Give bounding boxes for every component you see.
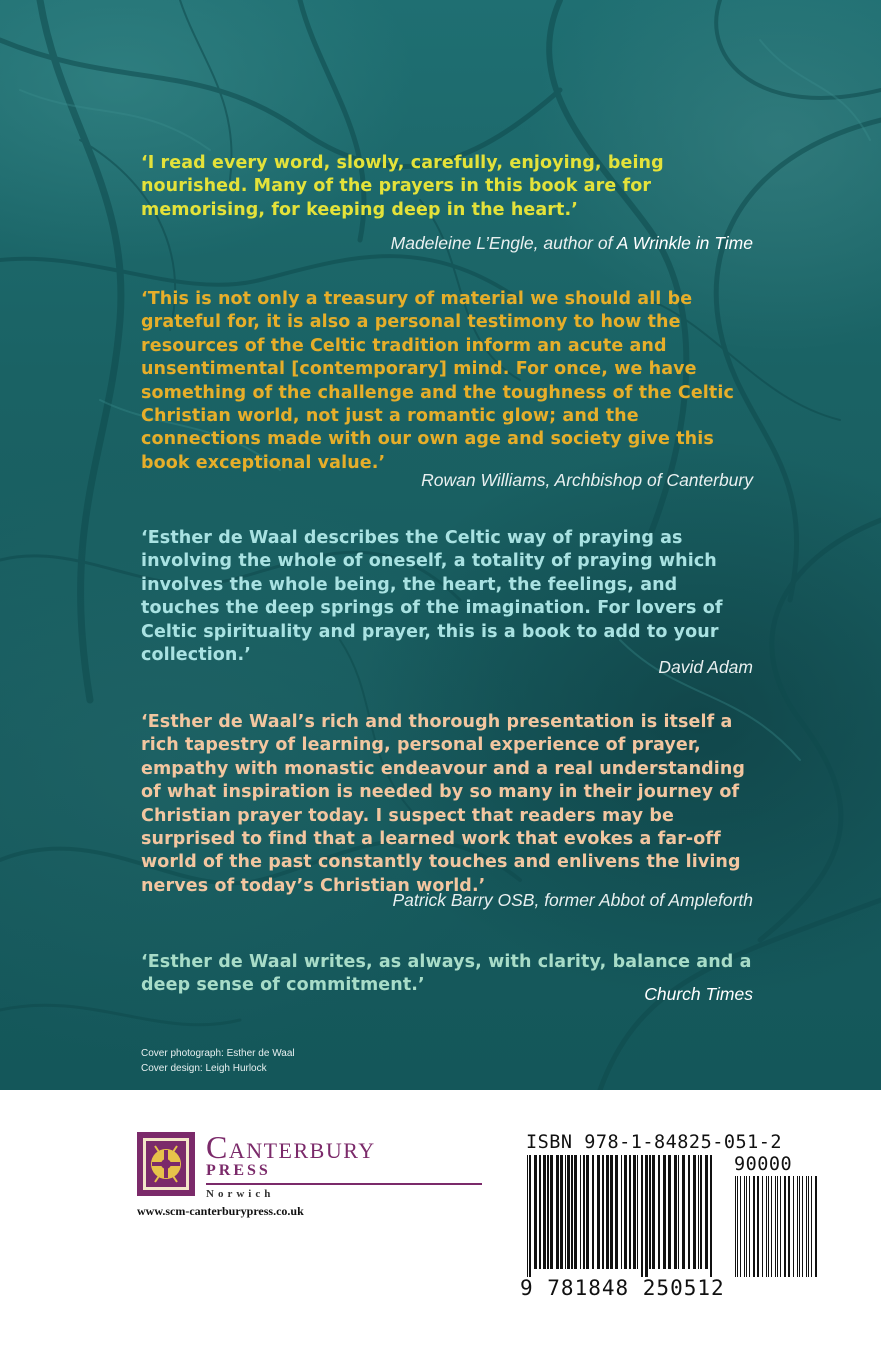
barcode-bar (543, 1155, 546, 1269)
endorsement-attribution: Church Times (644, 984, 753, 1004)
barcode-bar (766, 1176, 767, 1277)
barcode-bar (606, 1155, 609, 1269)
publisher-name: Canterbury (206, 1129, 376, 1165)
barcode-bar (583, 1155, 585, 1269)
barcode-bar (737, 1176, 738, 1277)
barcode-bar (574, 1155, 577, 1269)
publisher-website: www.scm-canterburypress.co.uk (137, 1204, 304, 1218)
barcode-bar (815, 1176, 817, 1277)
endorsement-attribution: Rowan Williams, Archbishop of Canterbury (421, 470, 753, 490)
endorsement-quote: ‘This is not only a treasury of material we should all be grateful for, it is also a personal testimony to how the resources of the Celtic tradition inform an acute and unsentimental [contemporary] mind. For once, we have something of the challenge and the toughness of the Celtic Christian world, not just a romantic glow; and the connections made with our own age and society give this book exceptional value.’ (141, 289, 734, 473)
barcode-bar (749, 1176, 750, 1277)
barcode-bar (780, 1176, 781, 1277)
barcode-bar (529, 1155, 531, 1277)
barcode-bar (771, 1176, 772, 1277)
barcode-bar (688, 1155, 690, 1269)
barcode-bar (586, 1155, 589, 1269)
barcode-bar (698, 1155, 699, 1269)
barcode-bar (580, 1155, 581, 1269)
barcode-bar (775, 1176, 776, 1277)
publisher-subtitle: PRESS (206, 1162, 271, 1179)
endorsement-quote: ‘I read every word, slowly, carefully, enjoying, being nourished. Many of the prayers in this book are for memorising, for keeping deep in the heart.’ (141, 153, 664, 220)
barcode-bar (621, 1155, 622, 1269)
barcode-bar (534, 1155, 537, 1269)
barcode-bar (556, 1155, 559, 1269)
barcode-bar (753, 1176, 755, 1277)
barcode-bar (674, 1155, 677, 1269)
canterbury-press-emblem-icon (137, 1132, 195, 1196)
barcode-bar (757, 1176, 759, 1277)
barcode-bar (592, 1155, 594, 1269)
barcode-bar (633, 1155, 636, 1269)
barcode-bar (571, 1155, 573, 1269)
barcode-bar (624, 1155, 627, 1269)
barcode-bar (740, 1176, 741, 1277)
barcode-bar (710, 1155, 712, 1277)
publisher-logo (137, 1130, 487, 1210)
publisher-divider (206, 1183, 482, 1185)
price-addon-barcode (733, 1176, 819, 1277)
barcode-bar (700, 1155, 702, 1269)
barcode-bar (678, 1155, 679, 1269)
barcode-bar (641, 1155, 643, 1277)
barcode-bar (777, 1176, 778, 1277)
barcode-bar (788, 1176, 790, 1277)
price-code: 90000 (734, 1154, 793, 1175)
endorsement-quote: ‘Esther de Waal’s rich and thorough presentation is itself a rich tapestry of learning, personal experience of prayer, empathy with monastic endeavour and a real understanding of what inspiration is needed by so many in their journey of Christian prayer today. I suspect that readers may be surprised to find that a learned work that evokes a far-off world of the past constantly touches and enlivens the living nerves of today’s Christian world.’ (141, 712, 746, 896)
barcode-bar (597, 1155, 600, 1269)
barcode-bar (658, 1155, 660, 1269)
barcode-bar (784, 1176, 786, 1277)
photo-credit: Cover photograph: Esther de Waal (141, 1048, 295, 1059)
barcode-bar (797, 1176, 798, 1277)
design-credit: Cover design: Leigh Hurlock (141, 1063, 267, 1074)
barcode-bar (793, 1176, 794, 1277)
barcode-bar (682, 1155, 685, 1269)
barcode-bar (693, 1155, 696, 1269)
barcode-bar (806, 1176, 807, 1277)
barcode-bar (547, 1155, 549, 1269)
endorsement-quote: ‘Esther de Waal describes the Celtic way of praying as involving the whole of oneself, a totality of praying which involves the whole being, the heart, the feelings, and touches the deep springs of the imagination. For lovers of Celtic spirituality and prayer, this is a book to add to your collection.’ (141, 528, 723, 666)
attribution-name: Madeleine L’Engle, author of (390, 233, 617, 253)
barcode-bar (652, 1155, 655, 1269)
barcode-bar (649, 1155, 651, 1269)
barcode-bar (668, 1155, 671, 1269)
endorsement-attribution: David Adam (658, 657, 753, 677)
barcode-bar (637, 1155, 638, 1269)
barcode-bar (811, 1176, 812, 1277)
barcode-bar (602, 1155, 604, 1269)
barcode-bar (615, 1155, 618, 1269)
attribution-work-title: A Wrinkle in Time (616, 233, 753, 253)
barcode-bar (663, 1155, 666, 1269)
barcode-bar (746, 1176, 747, 1277)
barcode-bar (629, 1155, 631, 1269)
barcode-bar (610, 1155, 613, 1269)
endorsement-quote: ‘Esther de Waal writes, as always, with clarity, balance and a deep sense of commitment.’ (141, 952, 752, 996)
barcode-bar (802, 1176, 803, 1277)
cover-credits (141, 1046, 295, 1076)
barcode-bar (768, 1176, 769, 1277)
isbn-label: ISBN 978-1-84825-051-2 (526, 1132, 783, 1153)
barcode-bar (808, 1176, 809, 1277)
barcode-bar (735, 1176, 736, 1277)
barcode-bar (550, 1155, 553, 1269)
barcode-bar (705, 1155, 708, 1269)
barcode-bar (762, 1176, 763, 1277)
barcode-bar (527, 1155, 528, 1277)
barcode-bar (645, 1155, 648, 1277)
ean-digits: 9 781848 250512 (520, 1276, 725, 1300)
barcode-bar (565, 1155, 566, 1269)
barcode-bar (799, 1176, 800, 1277)
isbn-barcode (525, 1155, 715, 1277)
barcode-bar (744, 1176, 745, 1277)
publisher-city: Norwich (206, 1188, 275, 1200)
barcode-bar (560, 1155, 563, 1269)
barcode-bar (539, 1155, 541, 1269)
endorsement-attribution: Patrick Barry OSB, former Abbot of Ampleforth (392, 890, 753, 910)
barcode-bar (567, 1155, 570, 1269)
endorsement-attribution (391, 232, 753, 254)
